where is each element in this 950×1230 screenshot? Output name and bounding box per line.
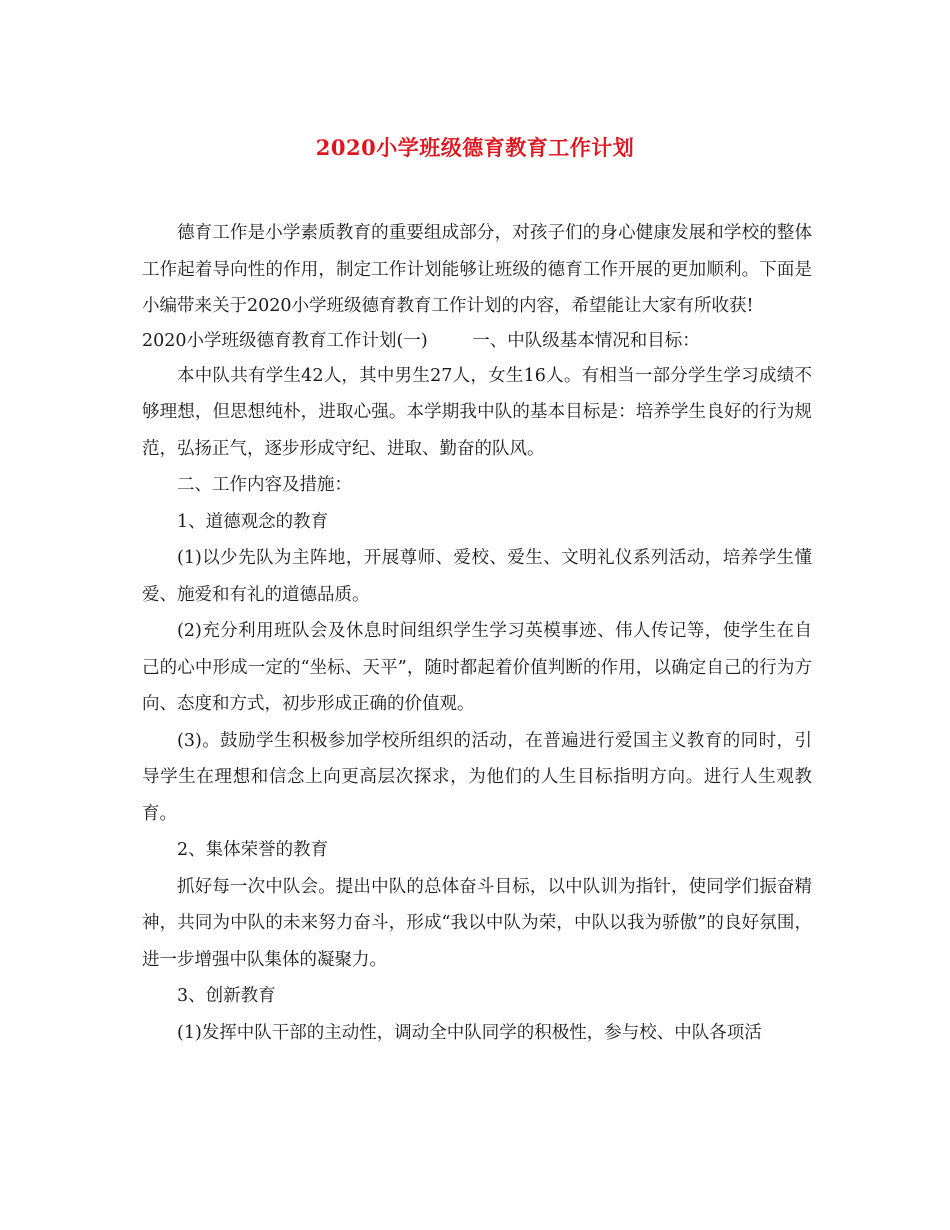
document-body	[142, 215, 812, 1051]
document-title: 2020小学班级德育教育工作计划	[315, 135, 635, 160]
moral-item-3: (3)。鼓励学生积极参加学校所组织的活动，在普遍进行爱国主义教育的同时，引导学生在理想和信念上向更高层次探求，为他们的人生目标指明方向。进行人生观教育。	[142, 730, 812, 824]
moral-item-2: (2)充分利用班队会及休息时间组织学生学习英模事迹、伟人传记等，使学生在自己的心中形成一定的“坐标、天平”，随时都起着价值判断的作用，以确定自己的行为方向、态度和方式，初步形成正确的价值观。	[142, 621, 812, 714]
subsection-heading-honor: 2、集体荣誉的教育	[177, 840, 329, 860]
subsection-heading-innovation: 3、创新教育	[177, 986, 276, 1006]
innovation-item-1: (1)发挥中队干部的主动性，调动全中队同学的积极性，参与校、中队各项活	[177, 1022, 762, 1043]
moral-item-1: (1)以少先队为主阵地，开展尊师、爱校、爱生、文明礼仪系列活动，培养学生懂爱、施爱和有礼的道德品质。	[142, 548, 812, 605]
honor-paragraph: 抓好每一次中队会。提出中队的总体奋斗目标，以中队训为指针，使同学们振奋精神，共同为中队的未来努力奋斗，形成“我以中队为荣，中队以我为骄傲”的良好氛围，进一步增强中队集体的凝聚力。	[142, 876, 812, 970]
intro-paragraph: 德育工作是小学素质教育的重要组成部分，对孩子们的身心健康发展和学校的整体工作起着导向性的作用，制定工作计划能够让班级的德育工作开展的更加顺利。下面是小编带来关于2020小学班级德育教育工作计划的内容，希望能让大家有所收获!	[142, 223, 812, 316]
class-situation-paragraph: 本中队共有学生42人，其中男生27人，女生16人。有相当一部分学生学习成绩不够理想，但思想纯朴，进取心强。本学期我中队的基本目标是：培养学生良好的行为规范，弘扬正气，逐步形成守纪、进取、勤奋的队风。	[142, 365, 812, 459]
plan-heading: 2020小学班级德育教育工作计划(一) 一、中队级基本情况和目标：	[142, 330, 700, 351]
section-heading-measures: 二、工作内容及措施：	[177, 475, 352, 495]
subsection-heading-moral: 1、道德观念的教育	[177, 511, 329, 532]
